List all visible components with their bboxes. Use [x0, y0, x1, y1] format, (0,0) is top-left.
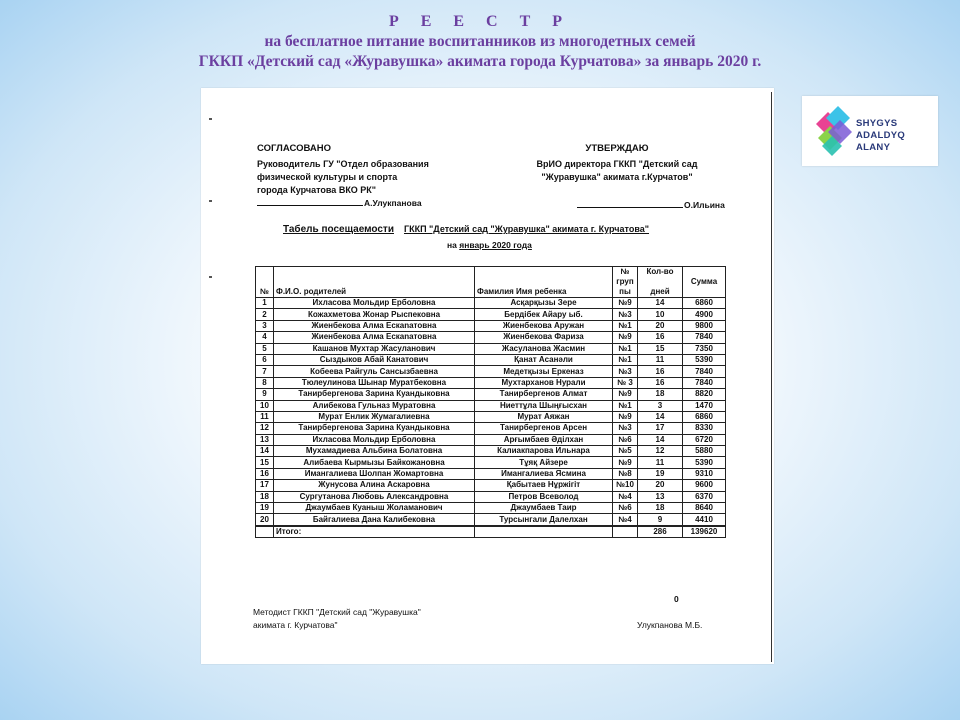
row-sum: 9600: [683, 480, 726, 491]
row-sum: 4900: [683, 309, 726, 320]
row-child: Жиенбекова Фариза: [475, 332, 613, 343]
row-sum: 8640: [683, 503, 726, 514]
row-days: 15: [638, 343, 683, 354]
row-group: №6: [613, 503, 638, 514]
row-parent: Имангалиева Шолпан Жомартовна: [274, 468, 475, 479]
row-parent: Тюлеулинова Шынар Муратбековна: [274, 377, 475, 388]
attendance-table: [255, 266, 726, 538]
row-sum: 7840: [683, 377, 726, 388]
row-parent: Танирбергенова Зарина Куандыковна: [274, 423, 475, 434]
row-child: Қабытаев Нұржігіт: [475, 480, 613, 491]
row-group: №9: [613, 298, 638, 309]
signature-underline: [257, 196, 363, 206]
table-row: [256, 309, 726, 320]
row-child: Мурат Аяжан: [475, 411, 613, 422]
row-group: №1: [613, 400, 638, 411]
row-parent: Танирбергенова Зарина Куандыковна: [274, 389, 475, 400]
row-days: 9: [638, 514, 683, 526]
row-parent: Жунусова Алина Аскаровна: [274, 480, 475, 491]
row-parent: Мухамадиева Альбина Болатовна: [274, 446, 475, 457]
row-number: 16: [256, 468, 274, 479]
row-number: 2: [256, 309, 274, 320]
row-number: 4: [256, 332, 274, 343]
row-days: 19: [638, 468, 683, 479]
total-label: Итого:: [274, 526, 475, 538]
row-sum: 8330: [683, 423, 726, 434]
table-row: [256, 389, 726, 400]
header-child: Фамилия Имя ребенка: [475, 267, 613, 298]
shygys-logo: [802, 96, 938, 166]
approval-block-approved: УТВЕРЖДАЮ ВрИО директора ГККП "Детский сад "Журавушка" акимата г.Курчатов": [536, 143, 698, 182]
table-row: [256, 491, 726, 502]
row-group: №1: [613, 343, 638, 354]
title-registry: Р Е Е С Т Р: [388, 13, 572, 30]
row-number: 3: [256, 320, 274, 331]
row-child: Турсынгали Далелхан: [475, 514, 613, 526]
row-child: Танирбергенов Алмат: [475, 389, 613, 400]
signature-line-left: А.Улукпанова: [257, 196, 422, 208]
tabel-title: Табель посещаемости ГККП "Детский сад "Журавушка" акимата г. Курчатова": [283, 224, 650, 235]
row-number: 18: [256, 491, 274, 502]
row-group: №5: [613, 446, 638, 457]
row-group: №1: [613, 354, 638, 365]
row-sum: 6860: [683, 298, 726, 309]
row-sum: 8820: [683, 389, 726, 400]
row-sum: 6860: [683, 411, 726, 422]
header-parent: Ф.И.О. родителей: [274, 267, 475, 298]
total-days: 286: [638, 526, 683, 538]
row-child: Танирбергенов Арсен: [475, 423, 613, 434]
row-parent: Джаумбаев Куаныш Жоламанович: [274, 503, 475, 514]
row-group: №9: [613, 389, 638, 400]
row-sum: 5880: [683, 446, 726, 457]
row-child: Арғымбаев Әділхан: [475, 434, 613, 445]
row-days: 16: [638, 366, 683, 377]
row-child: Тұяқ Айзере: [475, 457, 613, 468]
row-number: 17: [256, 480, 274, 491]
table-row: [256, 423, 726, 434]
row-group: №3: [613, 309, 638, 320]
signature-line-right: О.Ильина: [577, 198, 725, 210]
row-number: 11: [256, 411, 274, 422]
row-number: 13: [256, 434, 274, 445]
row-sum: 7840: [683, 366, 726, 377]
table-header-row: [256, 267, 726, 298]
row-sum: 6720: [683, 434, 726, 445]
table-body: [256, 298, 726, 526]
table-row: [256, 503, 726, 514]
row-days: 11: [638, 354, 683, 365]
row-days: 17: [638, 423, 683, 434]
row-group: №6: [613, 434, 638, 445]
row-number: 12: [256, 423, 274, 434]
slide-title: [0, 12, 960, 72]
row-days: 20: [638, 320, 683, 331]
header-days: Кол-во дней: [638, 267, 683, 298]
header-group: № груп пы: [613, 267, 638, 298]
row-parent: Сургутанова Любовь Александровна: [274, 491, 475, 502]
table-row: [256, 411, 726, 422]
table-row: [256, 366, 726, 377]
row-number: 5: [256, 343, 274, 354]
row-sum: 5390: [683, 354, 726, 365]
row-child: Жасуланова Жасмин: [475, 343, 613, 354]
row-number: 15: [256, 457, 274, 468]
table-row: [256, 332, 726, 343]
row-number: 6: [256, 354, 274, 365]
row-group: №4: [613, 491, 638, 502]
row-number: 7: [256, 366, 274, 377]
scan-mark: [209, 200, 212, 202]
row-days: 12: [638, 446, 683, 457]
row-group: №9: [613, 457, 638, 468]
row-parent: Жиенбекова Алма Ескanатовна: [274, 332, 475, 343]
row-days: 11: [638, 457, 683, 468]
row-child: Ниеттұла Шыңғысхан: [475, 400, 613, 411]
scan-mark: [209, 118, 212, 120]
row-group: №3: [613, 423, 638, 434]
row-parent: Сыздыков Абай Канатович: [274, 354, 475, 365]
row-group: №4: [613, 514, 638, 526]
row-sum: 4410: [683, 514, 726, 526]
table-row: [256, 377, 726, 388]
row-parent: Ихласова Мольдир Ерболовна: [274, 298, 475, 309]
row-child: Петров Всеволод: [475, 491, 613, 502]
footer-signatory: Улукпанова М.Б.: [637, 620, 703, 630]
row-parent: Кобеева Райгуль Сансызбаевна: [274, 366, 475, 377]
row-parent: Кашанов Мухтар Жасуланович: [274, 343, 475, 354]
header-no: №: [256, 267, 274, 298]
row-number: 19: [256, 503, 274, 514]
row-days: 3: [638, 400, 683, 411]
row-child: Қанат Асанәли: [475, 354, 613, 365]
title-institution: ГККП «Детский сад «Журавушка» акимата города Курчатова» за январь 2020 г.: [198, 53, 762, 70]
table-row: [256, 457, 726, 468]
row-parent: Алибаева Кырмызы Байкожановна: [274, 457, 475, 468]
row-group: №9: [613, 411, 638, 422]
table-row: [256, 434, 726, 445]
logo-text: SHYGYS ADALDYQ ALANY: [856, 118, 906, 153]
table-row: [256, 343, 726, 354]
row-number: 9: [256, 389, 274, 400]
row-number: 1: [256, 298, 274, 309]
tabel-period: на январь 2020 года: [447, 240, 532, 250]
total-sum: 139620: [683, 526, 726, 538]
table-row: [256, 480, 726, 491]
scanned-document: [201, 88, 774, 664]
row-sum: 9800: [683, 320, 726, 331]
row-child: Жиенбекова Аружан: [475, 320, 613, 331]
row-child: Мухтарханов Нурали: [475, 377, 613, 388]
table-row: [256, 446, 726, 457]
row-sum: 6370: [683, 491, 726, 502]
row-group: №10: [613, 480, 638, 491]
row-parent: Алибекова Гульназ Муратовна: [274, 400, 475, 411]
signature-underline: [577, 198, 683, 208]
table-row: [256, 400, 726, 411]
logo-mark-icon: [812, 104, 854, 160]
scan-edge-line: [771, 92, 773, 662]
table-row: [256, 298, 726, 309]
row-group: №8: [613, 468, 638, 479]
table-row: [256, 320, 726, 331]
row-days: 18: [638, 503, 683, 514]
row-sum: 1470: [683, 400, 726, 411]
row-sum: 9310: [683, 468, 726, 479]
row-child: Медетқызы Еркеназ: [475, 366, 613, 377]
row-number: 10: [256, 400, 274, 411]
row-group: №1: [613, 320, 638, 331]
approval-block-agreed: СОГЛАСОВАНО Руководитель ГУ "Отдел образования физической культуры и спорта города Курчатова ВКО РК": [257, 143, 429, 195]
row-parent: Мурат Енлик Жумагалиевна: [274, 411, 475, 422]
row-days: 10: [638, 309, 683, 320]
header-sum: Сумма: [683, 267, 726, 298]
row-child: Имангалиева Ясмина: [475, 468, 613, 479]
row-group: №3: [613, 366, 638, 377]
table-row: [256, 354, 726, 365]
row-child: Асқарқызы Зере: [475, 298, 613, 309]
row-sum: 7840: [683, 332, 726, 343]
row-parent: Кожахметова Жонар Рыспековна: [274, 309, 475, 320]
table-total-row: [256, 526, 726, 538]
row-days: 14: [638, 434, 683, 445]
table-row: [256, 468, 726, 479]
row-group: №9: [613, 332, 638, 343]
row-child: Калиакпарова Ильнара: [475, 446, 613, 457]
row-days: 20: [638, 480, 683, 491]
scan-mark: [209, 276, 212, 278]
title-subject: на бесплатное питание воспитанников из многодетных семей: [264, 33, 696, 50]
row-days: 18: [638, 389, 683, 400]
row-days: 16: [638, 332, 683, 343]
stray-zero: 0: [674, 594, 679, 604]
row-days: 14: [638, 411, 683, 422]
row-sum: 5390: [683, 457, 726, 468]
row-number: 20: [256, 514, 274, 526]
row-number: 14: [256, 446, 274, 457]
row-days: 16: [638, 377, 683, 388]
footer-methodist: Методист ГККП "Детский сад "Журавушка" акимата г. Курчатова": [253, 607, 421, 630]
row-child: Джаумбаев Таир: [475, 503, 613, 514]
row-child: Бердібек Айару ыб.: [475, 309, 613, 320]
row-days: 14: [638, 298, 683, 309]
row-number: 8: [256, 377, 274, 388]
row-parent: Байгалиева Дана Калибековна: [274, 514, 475, 526]
table-row: [256, 514, 726, 526]
row-group: № 3: [613, 377, 638, 388]
row-parent: Жиенбекова Алма Ескanатовна: [274, 320, 475, 331]
row-parent: Ихласова Мольдир Ерболовна: [274, 434, 475, 445]
row-days: 13: [638, 491, 683, 502]
row-sum: 7350: [683, 343, 726, 354]
